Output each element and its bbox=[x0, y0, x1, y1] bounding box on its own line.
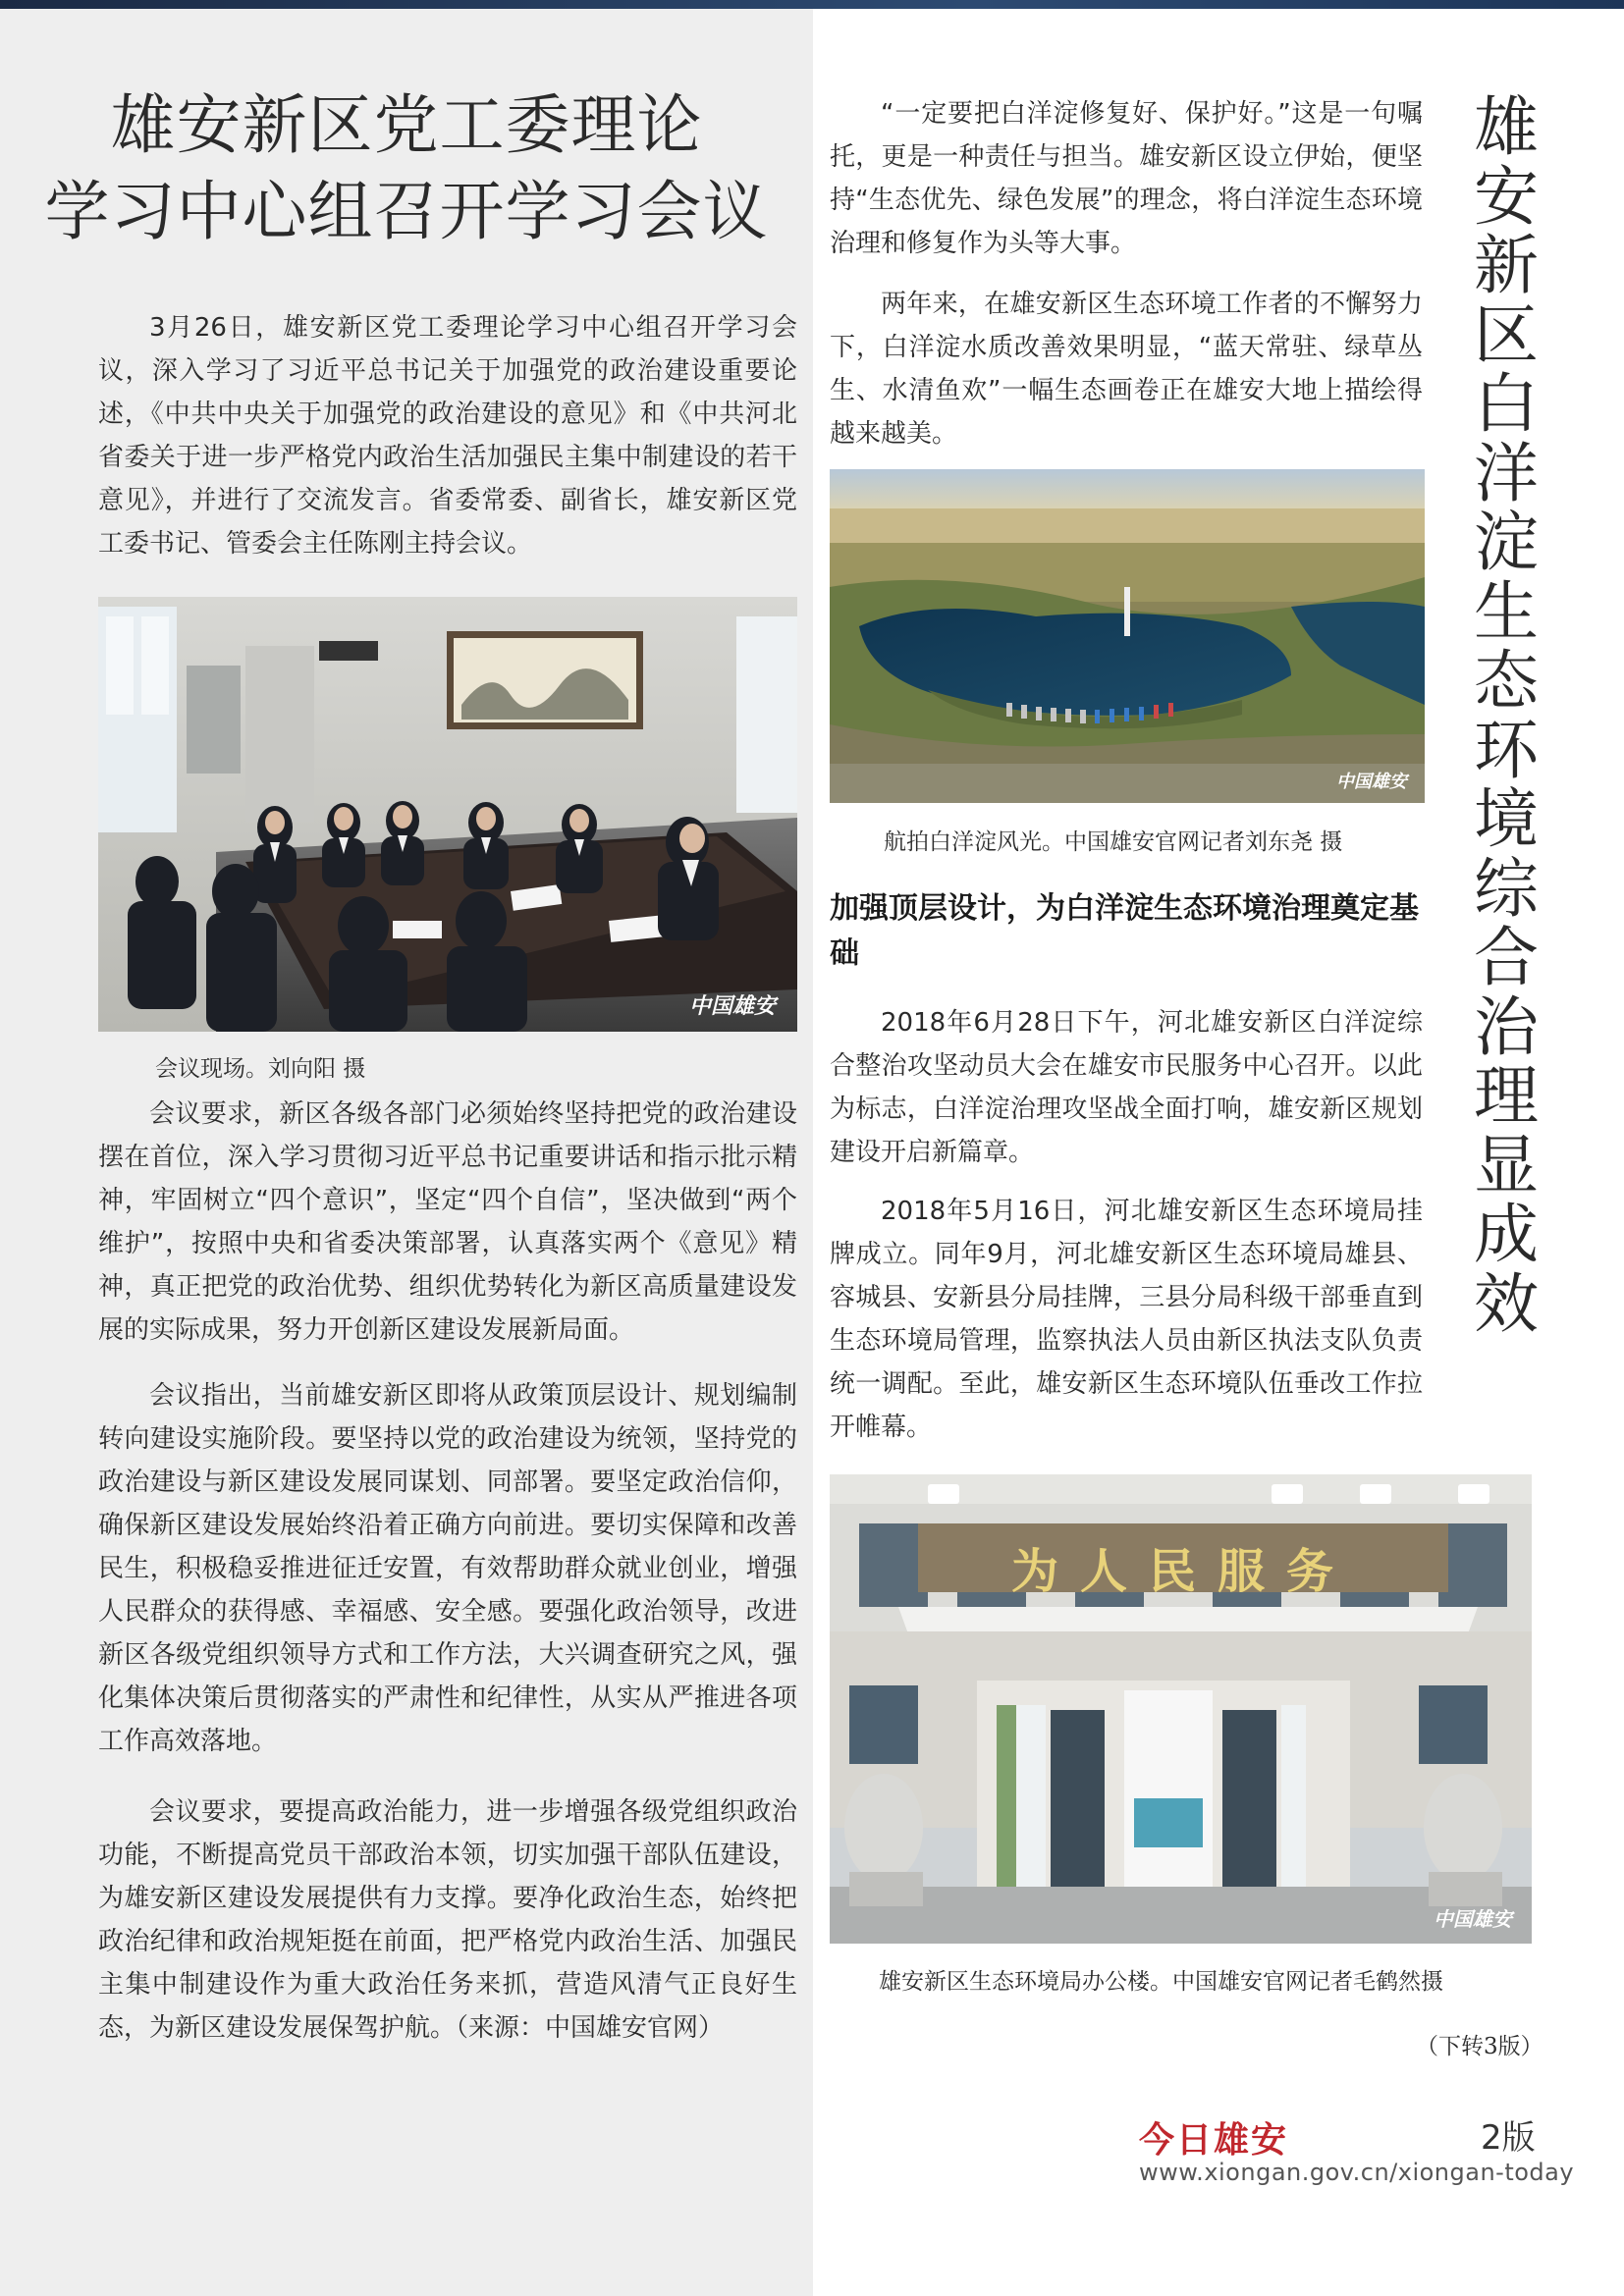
continued-on-page-note: （下转3版） bbox=[1416, 2034, 1543, 2059]
right-paragraph-4: 2018年5月16日，河北雄安新区生态环境局挂牌成立。同年9月，河北雄安新区生态环境局雄县、容城县、安新县分局挂牌，三县分局科级干部垂直到生态环境局管理，监察执法人员由新区执法支队负责统一调配。至此，雄安新区生态环境队伍垂改工作拉开帷幕。 bbox=[830, 1197, 1423, 1442]
top-accent-bar bbox=[0, 0, 1624, 9]
meeting-photo bbox=[98, 597, 797, 1032]
left-paragraph-2: 会议要求，新区各级各部门必须始终坚持把党的政治建设摆在首位，深入学习贯彻习近平总书记重要讲话和指示批示精神，牢固树立“四个意识”，坚定“四个自信”，坚决做到“两个维护”，按照中央和省委决策部署，认真落实两个《意见》精神，真正把党的政治优势、组织优势转化为新区高质量建设发展的实际成果，努力开创新区建设发展新局面。 bbox=[98, 1099, 797, 1345]
building-sign-text: 为人民服务 bbox=[1010, 1544, 1355, 1599]
left-article-title-line2: 学习中心组召开学习会议 bbox=[44, 174, 769, 249]
left-paragraph-3: 会议指出，当前雄安新区即将从政策顶层设计、规划编制转向建设实施阶段。要坚持以党的政治建设为统领，坚持党的政治建设与新区建设发展同谋划、同部署。要坚定政治信仰，确保新区建设发展始终沿着正确方向前进。要切实保障和改善民生，积极稳妥推进征迁安置，有效帮助群众就业创业，增强人民群众的获得感、幸福感、安全感。要强化政治领导，改进新区各级党组织领导方式和工作方法，大兴调查研究之风，强化集体决策后贯彻落实的严肃性和纪律性，从实从严推进各项工作高效落地。 bbox=[98, 1381, 797, 1756]
lake-aerial-photo bbox=[830, 469, 1425, 803]
lake-photo-caption: 航拍白洋淀风光。中国雄安官网记者刘东尧 摄 bbox=[884, 829, 1343, 855]
left-article-title-line1: 雄安新区党工委理论 bbox=[110, 87, 703, 163]
right-paragraph-1: “一定要把白洋淀修复好、保护好。”这是一句嘱托，更是一种责任与担当。雄安新区设立伊始，便坚持“生态优先、绿色发展”的理念，将白洋淀生态环境治理和修复作为头等大事。 bbox=[830, 99, 1423, 258]
meeting-photo-caption: 会议现场。刘向阳 摄 bbox=[155, 1056, 366, 1082]
left-paragraph-1: 3月26日，雄安新区党工委理论学习中心组召开学习会议，深入学习了习近平总书记关于加强党的政治建设重要论述，《中共中央关于加强党的政治建设的意见》和《中共河北省委关于进一步严格党内政治生活加强民主集中制建设的若干意见》，并进行了交流发言。省委常委、副省长，雄安新区党工委书记、管委会主任陈刚主持会议。 bbox=[98, 313, 797, 559]
left-paragraph-4: 会议要求，要提高政治能力，进一步增强各级党组织政治功能，不断提高党员干部政治本领，切实加强干部队伍建设，为雄安新区建设发展提供有力支撑。要净化政治生态，始终把政治纪律和政治规矩挺在前面，把严格党内政治生活、加强民主集中制建设作为重大政治任务来抓，营造风清气正良好生态，为新区建设发展保驾护航。（来源：中国雄安官网） bbox=[98, 1797, 797, 2043]
building-photo-caption: 雄安新区生态环境局办公楼。中国雄安官网记者毛鹤然摄 bbox=[879, 1969, 1443, 1995]
right-paragraph-3: 2018年6月28日下午，河北雄安新区白洋淀综合整治攻坚动员大会在雄安市民服务中心召开。以此为标志，白洋淀治理攻坚战全面打响，雄安新区规划建设开启新篇章。 bbox=[830, 1008, 1423, 1167]
meeting-photo-watermark: 中国雄安 bbox=[688, 993, 776, 1019]
vertical-article-title: 雄安新区白洋淀生态环境综合治理显成效 bbox=[1474, 89, 1539, 1342]
section-subheading: 加强顶层设计，为白洋淀生态环境治理奠定基础 bbox=[830, 891, 1419, 971]
building-photo-watermark: 中国雄安 bbox=[1434, 1907, 1512, 1931]
newspaper-brand-logo: 今日雄安 bbox=[1139, 2119, 1289, 2161]
footer-url: www.xiongan.gov.cn/xiongan-today bbox=[1139, 2159, 1575, 2186]
right-paragraph-2: 两年来，在雄安新区生态环境工作者的不懈努力下，白洋淀水质改善效果明显，“蓝天常驻、绿草丛生、水清鱼欢”一幅生态画卷正在雄安大地上描绘得越来越美。 bbox=[830, 290, 1423, 449]
lake-photo-watermark: 中国雄安 bbox=[1336, 772, 1407, 792]
page-number: 2版 bbox=[1481, 2118, 1536, 2158]
environment-bureau-building-photo bbox=[830, 1474, 1532, 1944]
